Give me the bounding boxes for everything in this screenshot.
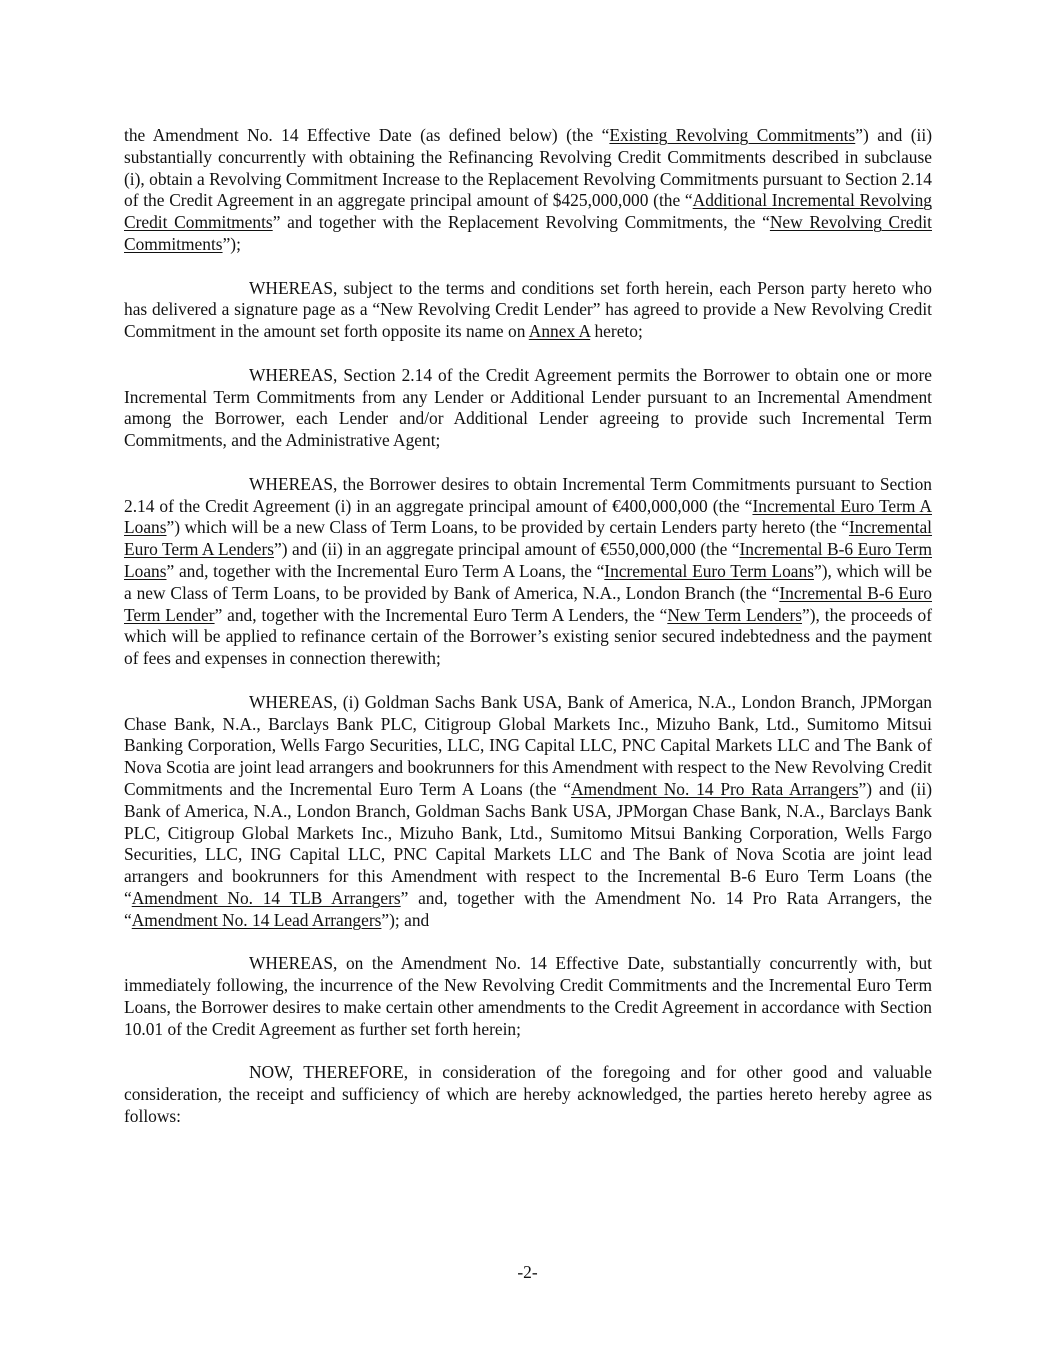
- document-body: [124, 125, 932, 1149]
- defined-term: Annex A: [528, 321, 591, 342]
- text-segment: WHEREAS, the Borrower desires to obtain Incremental Term Commitments pursuant to Section 2.14 of the Credit Agreement (i) in an aggregate principal amount of €400,000,000 (the “: [124, 473, 932, 516]
- whereas-lead-arrangers: [124, 692, 932, 932]
- whereas-incremental-term-commitments: [124, 474, 932, 670]
- text-segment: ” and, together with the Amendment No. 14 Pro Rata Arrangers, the “: [124, 887, 932, 930]
- text-segment: the Amendment No. 14 Effective Date (as defined below) (the “: [124, 125, 610, 145]
- defined-term: Amendment No. 14 TLB Arrangers: [131, 887, 401, 908]
- text-segment: WHEREAS, Section 2.14 of the Credit Agreement permits the Borrower to obtain one or more Incremental Term Commitments from any Lender or Additional Lender pursuant to an Incremental Amendment among the Borrower, each Lender and/or Additional Lender agreeing to provide such Incremental Term Commitments, and the Administrative Agent;: [124, 364, 932, 451]
- whereas-other-amendments: [124, 953, 932, 1040]
- page-number: -2-: [517, 1262, 538, 1282]
- text-segment: ”), the proceeds of which will be applied to refinance certain of the Borrower’s existing senior secured indebtedness and the payment of fees and expenses in connection therewith;: [124, 604, 932, 669]
- whereas-new-revolving-lender: [124, 278, 932, 343]
- text-segment: ”) and (ii) Bank of America, N.A., London Branch, Goldman Sachs Bank USA, JPMorgan Chase Bank, N.A., Barclays Bank PLC, Citigroup Global Markets Inc., Mizuho Bank, Ltd., Sumitomo Mitsui Banking Corporation, Wells Fargo Securities, LLC, ING Capital LLC, PNC Capital Markets LLC and The Bank of Nova Scotia are joint lead arrangers and bookrunners for this Amendment with respect to the Incremental B-6 Euro Term Loans (the “: [124, 778, 933, 908]
- defined-term: Additional Incremental Revolving Credit Commitments: [124, 190, 932, 233]
- text-segment: ” and together with the Replacement Revolving Commitments, the “: [272, 212, 770, 233]
- defined-term: Existing Revolving Commitments: [609, 125, 856, 145]
- text-segment: ”), which will be a new Class of Term Loans, to be provided by Bank of America, N.A., London Branch (the “: [124, 560, 932, 603]
- defined-term: New Revolving Credit Commitments: [124, 212, 932, 254]
- text-segment: hereto;: [590, 321, 643, 342]
- text-segment: WHEREAS, on the Amendment No. 14 Effective Date, substantially concurrently with, but immediately following, the incurrence of the New Revolving Credit Commitments and the Incremental Euro Term Loans, the Borrower desires to make certain other amendments to the Credit Agreement in accordance with Section 10.01 of the Credit Agreement as further set forth herein;: [124, 953, 932, 1039]
- text-segment: WHEREAS, (i) Goldman Sachs Bank USA, Bank of America, N.A., London Branch, JPMorgan Chase Bank, N.A., Barclays Bank PLC, Citigroup Global Markets Inc., Mizuho Bank, Ltd., Sumitomo Mitsui Banking Corporation, Wells Fargo Securities, LLC, ING Capital LLC, PNC Capital Markets LLC and The Bank of Nova Scotia are joint lead arrangers and bookrunners for this Amendment with respect to the New Revolving Credit Commitments and the Incremental Euro Term A Loans (the “: [124, 691, 932, 799]
- paragraph-continuation: [124, 125, 932, 256]
- defined-term: Amendment No. 14 Pro Rata Arrangers: [570, 778, 859, 799]
- defined-term: Incremental B-6 Euro Term Loans: [124, 539, 932, 581]
- defined-term: Incremental Euro Term A Loans: [124, 495, 932, 538]
- defined-term: Incremental Euro Term A Lenders: [124, 517, 932, 560]
- text-segment: ” and, together with the Incremental Euro Term A Loans, the “: [166, 560, 605, 581]
- now-therefore-clause: [124, 1062, 932, 1127]
- text-segment: ” and, together with the Incremental Euro Term A Lenders, the “: [214, 604, 668, 625]
- text-segment: NOW, THEREFORE, in consideration of the foregoing and for other good and valuable consideration, the receipt and sufficiency of which are hereby acknowledged, the parties hereto hereby agree as follows:: [124, 1062, 932, 1126]
- whereas-section-2-14: [124, 365, 932, 452]
- text-segment: ”);: [222, 233, 241, 254]
- defined-term: New Term Lenders: [667, 604, 803, 625]
- defined-term: Amendment No. 14 Lead Arrangers: [131, 909, 382, 930]
- text-segment: ”); and: [381, 909, 430, 930]
- text-segment: ”) and (ii) in an aggregate principal amount of €550,000,000 (the “: [274, 539, 740, 560]
- text-segment: ”) and (ii) substantially concurrently with obtaining the Refinancing Revolving Credit Commitments described in subclause (i), obtain a Revolving Commitment Increase to the Replacement Revolving Commitments pursuant to Section 2.14 of the Credit Agreement in an aggregate principal amount of $425,000,000 (the “: [124, 125, 932, 211]
- text-segment: WHEREAS, subject to the terms and conditions set forth herein, each Person party hereto who has delivered a signature page as a “New Revolving Credit Lender” has agreed to provide a New Revolving Credit Commitment in the amount set forth opposite its name on: [124, 277, 932, 342]
- defined-term: Incremental Euro Term Loans: [604, 560, 814, 581]
- defined-term: Incremental B-6 Euro Term Lender: [124, 582, 932, 625]
- text-segment: ”) which will be a new Class of Term Loans, to be provided by certain Lenders party hereto (the “: [166, 517, 849, 538]
